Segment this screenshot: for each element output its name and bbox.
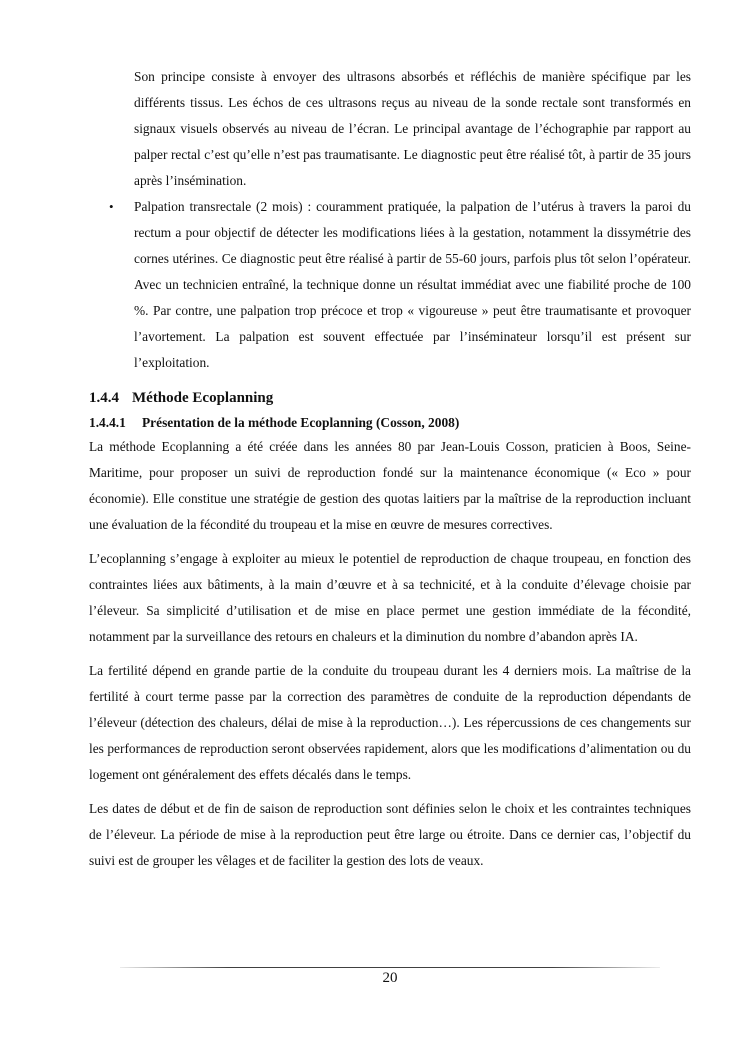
footer-divider [120,967,660,968]
document-page [89,64,691,874]
bullet-item-palpation [89,194,691,376]
section-number: 1.4.4 [89,390,119,406]
paragraph-fertility: La fertilité dépend en grande partie de la conduite du troupeau durant les 4 derniers mois. La maîtrise de la fertilité à court terme passe par la correction des paramètres de conduite de la reproduction dépendants de l’éleveur (détection des chaleurs, délai de mise à la reproduction…). Les répercussions de ces changements sur les performances de reproduction seront observées rapidement, alors que les modifications d’alimentation ou du logement ont généralement des effets décalés dans le temps. [89,663,691,782]
section-heading [89,384,691,412]
paragraph-ecoplanning-intro: La méthode Ecoplanning a été créée dans les années 80 par Jean-Louis Cosson, praticien à Boos, Seine-Maritime, pour proposer un suivi de reproduction fondé sur la maintenance économique (« Eco » pour économie). Elle constitue une stratégie de gestion des quotas laitiers par la maîtrise de la reproduction incluant une évaluation de la fécondité du troupeau et la mise en œuvre de mesures correctives. [89,439,691,532]
section-title: Méthode Ecoplanning [132,390,274,406]
subsection-title: Présentation de la méthode Ecoplanning (Cosson, 2008) [142,415,460,430]
bullet-text: Palpation transrectale (2 mois) : couramment pratiquée, la palpation de l’utérus à travers la paroi du rectum a pour objectif de détecter les modifications liées à la gestation, notamment la dissymétrie des cornes utérines. Ce diagnostic peut être réalisé à partir de 55-60 jours, parfois plus tôt selon l’opérateur. Avec un technicien entraîné, la technique donne un résultat immédiat avec une fiabilité proche de 100 %. Par contre, une palpation trop précoce et trop « vigoureuse » peut être traumatisante et provoquer l’avortement. La palpation est souvent effectuée par l’inséminateur lorsqu’il est présent sur l’exploitation. [134,199,691,370]
subsection-number: 1.4.4.1 [89,415,126,430]
paragraph-ecoplanning-potential: L’ecoplanning s’engage à exploiter au mieux le potentiel de reproduction de chaque troupeau, en fonction des contraintes liées aux bâtiments, à la main d’œuvre et à sa technicité, et à la conduite d’élevage choisie par l’éleveur. Sa simplicité d’utilisation et de mise en place permet une gestion immédiate de la fécondité, notamment par la surveillance des retours en chaleurs et la diminution du nombre d’abandon après IA. [89,551,691,644]
continuation-paragraph: Son principe consiste à envoyer des ultrasons absorbés et réfléchis de manière spécifique par les différents tissus. Les échos de ces ultrasons reçus au niveau de la sonde rectale sont transformés en signaux visuels observés au niveau de l’écran. Le principal avantage de l’échographie par rapport au palper rectal c’est qu’elle n’est pas traumatisante. Le diagnostic peut être réalisé tôt, à partir de 35 jours après l’insémination. [134,69,691,188]
paragraph-season-dates: Les dates de début et de fin de saison de reproduction sont définies selon le choix et les contraintes techniques de l’éleveur. La période de mise à la reproduction peut être large ou étroite. Dans ce dernier cas, l’objectif du suivi est de grouper les vêlages et de faciliter la gestion des lots de veaux. [89,801,691,868]
page-number: 20 [382,970,398,986]
bullet-icon: • [109,199,114,214]
subsection-heading [89,412,691,434]
